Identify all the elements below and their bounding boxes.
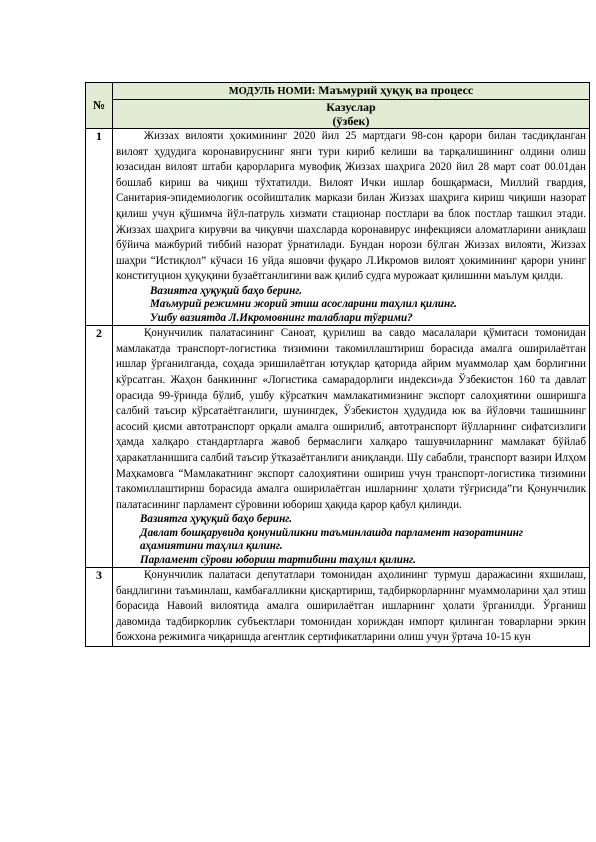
case-number: 2 [86,326,113,568]
cases-heading [113,100,590,129]
case-content [113,129,590,326]
module-name: Маъмурий ҳуқуқ ва процесс [318,83,474,97]
case-task: Парламент сўрови юбориш тартибини таҳлил қилинг. [140,553,416,566]
case-task: Давлат бошқарувида қонунийликни таъминлашда парламент назоратининг аҳамиятини таҳлил қилинг. [140,526,524,553]
cases-title: Казуслар [326,100,376,114]
case-task: Маъмурий режимни жорий этиш асосларини таҳлил қилинг. [150,298,457,311]
case-content [113,567,590,646]
case-number: 3 [86,567,113,646]
case-text: Қонунчилик палатаси депутатлари томонидан аҳолининг турмуш даражасини яхшилаш, бандлигини таъминлаш, камбағалликни қисқартириш, тадбиркорларнинг муаммоларини ҳал этиш борасида Навоий вилоятида амалга оширилаётган ишларнинг ҳолати ўрганилди. Ўрганиш давомида тадбиркорлик субъектлари томонидан хориждан импорт қилинган товарларни эркин божхона режимига чиқаришда агентлик сертификатларини олиш учун ўртача 10-15 кун [116,568,586,644]
case-tasks [116,513,586,567]
module-label: МОДУЛЬ НОМИ: [228,86,316,97]
case-row [86,129,590,326]
case-row [86,326,590,568]
case-number: 1 [86,129,113,326]
case-content [113,326,590,568]
module-title [113,83,590,100]
case-task: Ушбу вазиятда Л.Икромовнинг талаблари тўғрими? [150,311,413,324]
case-text: Жиззах вилояти ҳокимининг 2020 йил 25 мартдаги 98-сон қарори билан тасдиқланган вилоят ҳудудига коронавируснинг янги тури кириб келиши ва тарқалишининг олдини олиш юзасидан вилоят штаби қарорларига мувофиқ Жиззах шаҳрига 2020 йил 28 март соат 00.01дан бошлаб кириш ва чиқиш тўхтатилди. Вилоят Ички ишлар бошқармаси, Миллий гвардия, Санитария-эпидемиологик осойишталик маркази билан Жиззах шаҳрига кириш чиқиши назорат қилиш учун қўшимча йўл-патруль хизмати стационар постлари ва блок постлар ташкил этади. Жиззах шаҳрига кирувчи ва чиқувчи шахсларда коронавирус инфекцияси аломатларини аниқлаш бўйича мажбурий тиббий назорат ўрнатилади. Бундан норози бўлган Жиззах вилояти, Жиззах шаҳри “Истиқлол” кўчаси 16 уйда яшовчи фуқаро Л.Икромов вилоят ҳокимининг қарори унинг конституцион ҳуқуқини бузаётганлигини важ қилиб судга мурожаат қилишини маълум қилди. [116,130,586,283]
cases-table [85,82,590,647]
subheader-row [86,100,590,129]
case-task: Вазиятга ҳуқуқий баҳо беринг. [140,513,292,526]
case-tasks [116,285,586,325]
header-row [86,83,590,100]
number-column-header: № [86,83,113,129]
case-task: Вазиятга ҳуқуқий баҳо беринг. [150,284,302,297]
cases-language: (ўзбек) [332,114,370,128]
case-row [86,567,590,646]
case-text: Қонунчилик палатасининг Саноат, қурилиш ва савдо масалалари қўмитаси томонидан мамлакатда транспорт-логистика тизимини такомиллаштириш борасида амалга оширилаётган ишлар ўрганилганда, соҳада эришилаётган ютуқлар қаторида айрим муаммолар ҳам борлигини кўрсатган. Жаҳон банкининг «Логистика самарадорлиги индекси»да Ўзбекистон 160 та давлат орасида 99-ўринда бўлиб, ушбу кўрсаткич мамлакатимизнинг экспорт салоҳиятини оширишга салбий таъсир кўрсатаётганлиги, шунингдек, Ўзбекистон ҳудудида юк ва йўловчи ташишнинг асосий қисми автотранспорт орқали амалга оширилиб, автотранспорт йўлларнинг сифатсизлиги ҳамда халқаро стандартларга жавоб бермаслиги халқаро ташувчиларнинг мамлакат бўйлаб ҳаракатланишига салбий таъсир ўтказаётганлиги аниқланди. Шу сабабли, транспорт вазири Илҳом Маҳкамовга “Мамлакатнинг экспорт салоҳиятини ошириш учун транспорт-логистика тизимини такомиллаштириш борасида амалга оширилаётган ишларнинг ҳолати тўғрисида”ги Қонунчилик палатасининг парламент сўровини юбориш ҳақида қарор қабул қилинди. [116,327,586,511]
